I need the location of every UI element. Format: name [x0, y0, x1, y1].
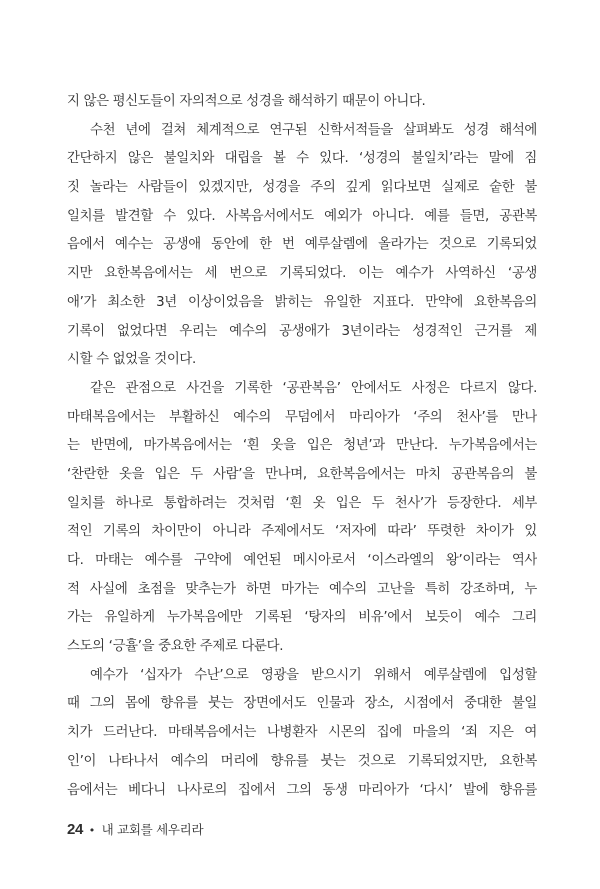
paragraph-4 [67, 662, 537, 805]
text-line: 애’가 최소한 3년 이상이었음을 밝히는 유일한 지표다. 만약에 요한복음의 [67, 294, 537, 310]
text-line: 음에서는 베다니 나사로의 집에서 그의 동생 마리아가 ‘다시’ 발에 향유를 [67, 782, 537, 798]
footer-bullet: • [88, 824, 95, 837]
text-line: 때 그의 몸에 향유를 붓는 장면에서도 인물과 장소, 시점에서 중대한 불일 [67, 696, 537, 712]
text-line: 는 반면에, 마가복음에서는 ‘흰 옷을 입은 청년’과 만난다. 누가복음에서는 [67, 438, 537, 454]
text-line: 치가 드러난다. 마태복음에서는 나병환자 시몬의 집에 마을의 ‘죄 지은 여 [67, 725, 537, 741]
text-line: 마태복음에서는 부활하신 예수의 무덤에서 마리아가 ‘주의 천사’를 만나 [67, 409, 537, 425]
paragraph-3 [67, 375, 537, 662]
text-line: ‘찬란한 옷을 입은 두 사람’을 만나며, 요한복음에서는 마치 공관복음의 불 [67, 466, 537, 482]
text-line: 적인 기록의 차이만이 아니라 주제에서도 ‘저자에 따라’ 뚜렷한 차이가 있 [67, 524, 537, 540]
text-line: 지만 요한복음에서는 세 번으로 기록되었다. 이는 예수가 사역하신 ‘공생 [67, 266, 537, 282]
text-line: 일치를 하나로 통합하려는 것처럼 ‘흰 옷 입은 두 천사’가 등장한다. 세부 [67, 495, 537, 511]
text-line: 적 사실에 초점을 맞추는가 하면 마가는 예수의 고난을 특히 강조하며, 누 [67, 581, 537, 597]
text-line: 같은 관점으로 사건을 기록한 ‘공관복음’ 안에서도 사정은 다르지 않다. [90, 380, 537, 396]
text-line: 예수가 ‘십자가 수난’으로 영광을 받으시기 위해서 예루살렘에 입성할 [90, 667, 537, 683]
text-line: 시할 수 없었을 것이다. [67, 352, 196, 368]
text-line: 지 않은 평신도들이 자의적으로 성경을 해석하기 때문이 아니다. [67, 94, 426, 109]
book-title: 내 교회를 세우리라 [101, 822, 204, 837]
text-line: 다. 마태는 예수를 구약에 예언된 메시아로서 ‘이스라엘의 왕’이라는 역사 [67, 553, 537, 568]
paragraph-2 [67, 117, 537, 375]
text-line: 음에서 예수는 공생애 동안에 한 번 예루살렘에 올라가는 것으로 기록되었 [67, 237, 537, 253]
page-footer [67, 820, 203, 838]
text-line: 스도의 ‘긍휼’을 중요한 주제로 다룬다. [67, 639, 284, 655]
text-line: 인’이 나타나서 예수의 머리에 향유를 붓는 것으로 기록되었지만, 요한복 [67, 753, 537, 769]
body-text [67, 88, 537, 805]
paragraph-1 [67, 88, 537, 117]
page-number: 24 [67, 821, 84, 838]
text-line: 수천 년에 걸쳐 체계적으로 연구된 신학서적들을 살펴봐도 성경 해석에 [90, 122, 537, 138]
text-line: 가는 유일하게 누가복음에만 기록된 ‘탕자의 비유’에서 보듯이 예수 그리 [67, 610, 537, 626]
text-line: 기록이 없었다면 우리는 예수의 공생애가 3년이라는 성경적인 근거를 제 [67, 323, 537, 339]
text-line: 간단하지 않은 불일치와 대립을 볼 수 있다. ‘성경의 불일치’라는 말에 짐 [67, 151, 537, 167]
text-line: 짓 놀라는 사람들이 있겠지만, 성경을 주의 깊게 읽다보면 실제로 숱한 불 [67, 180, 537, 196]
text-line: 일치를 발견할 수 있다. 사복음서에서도 예외가 아니다. 예를 들면, 공관복 [67, 208, 537, 224]
